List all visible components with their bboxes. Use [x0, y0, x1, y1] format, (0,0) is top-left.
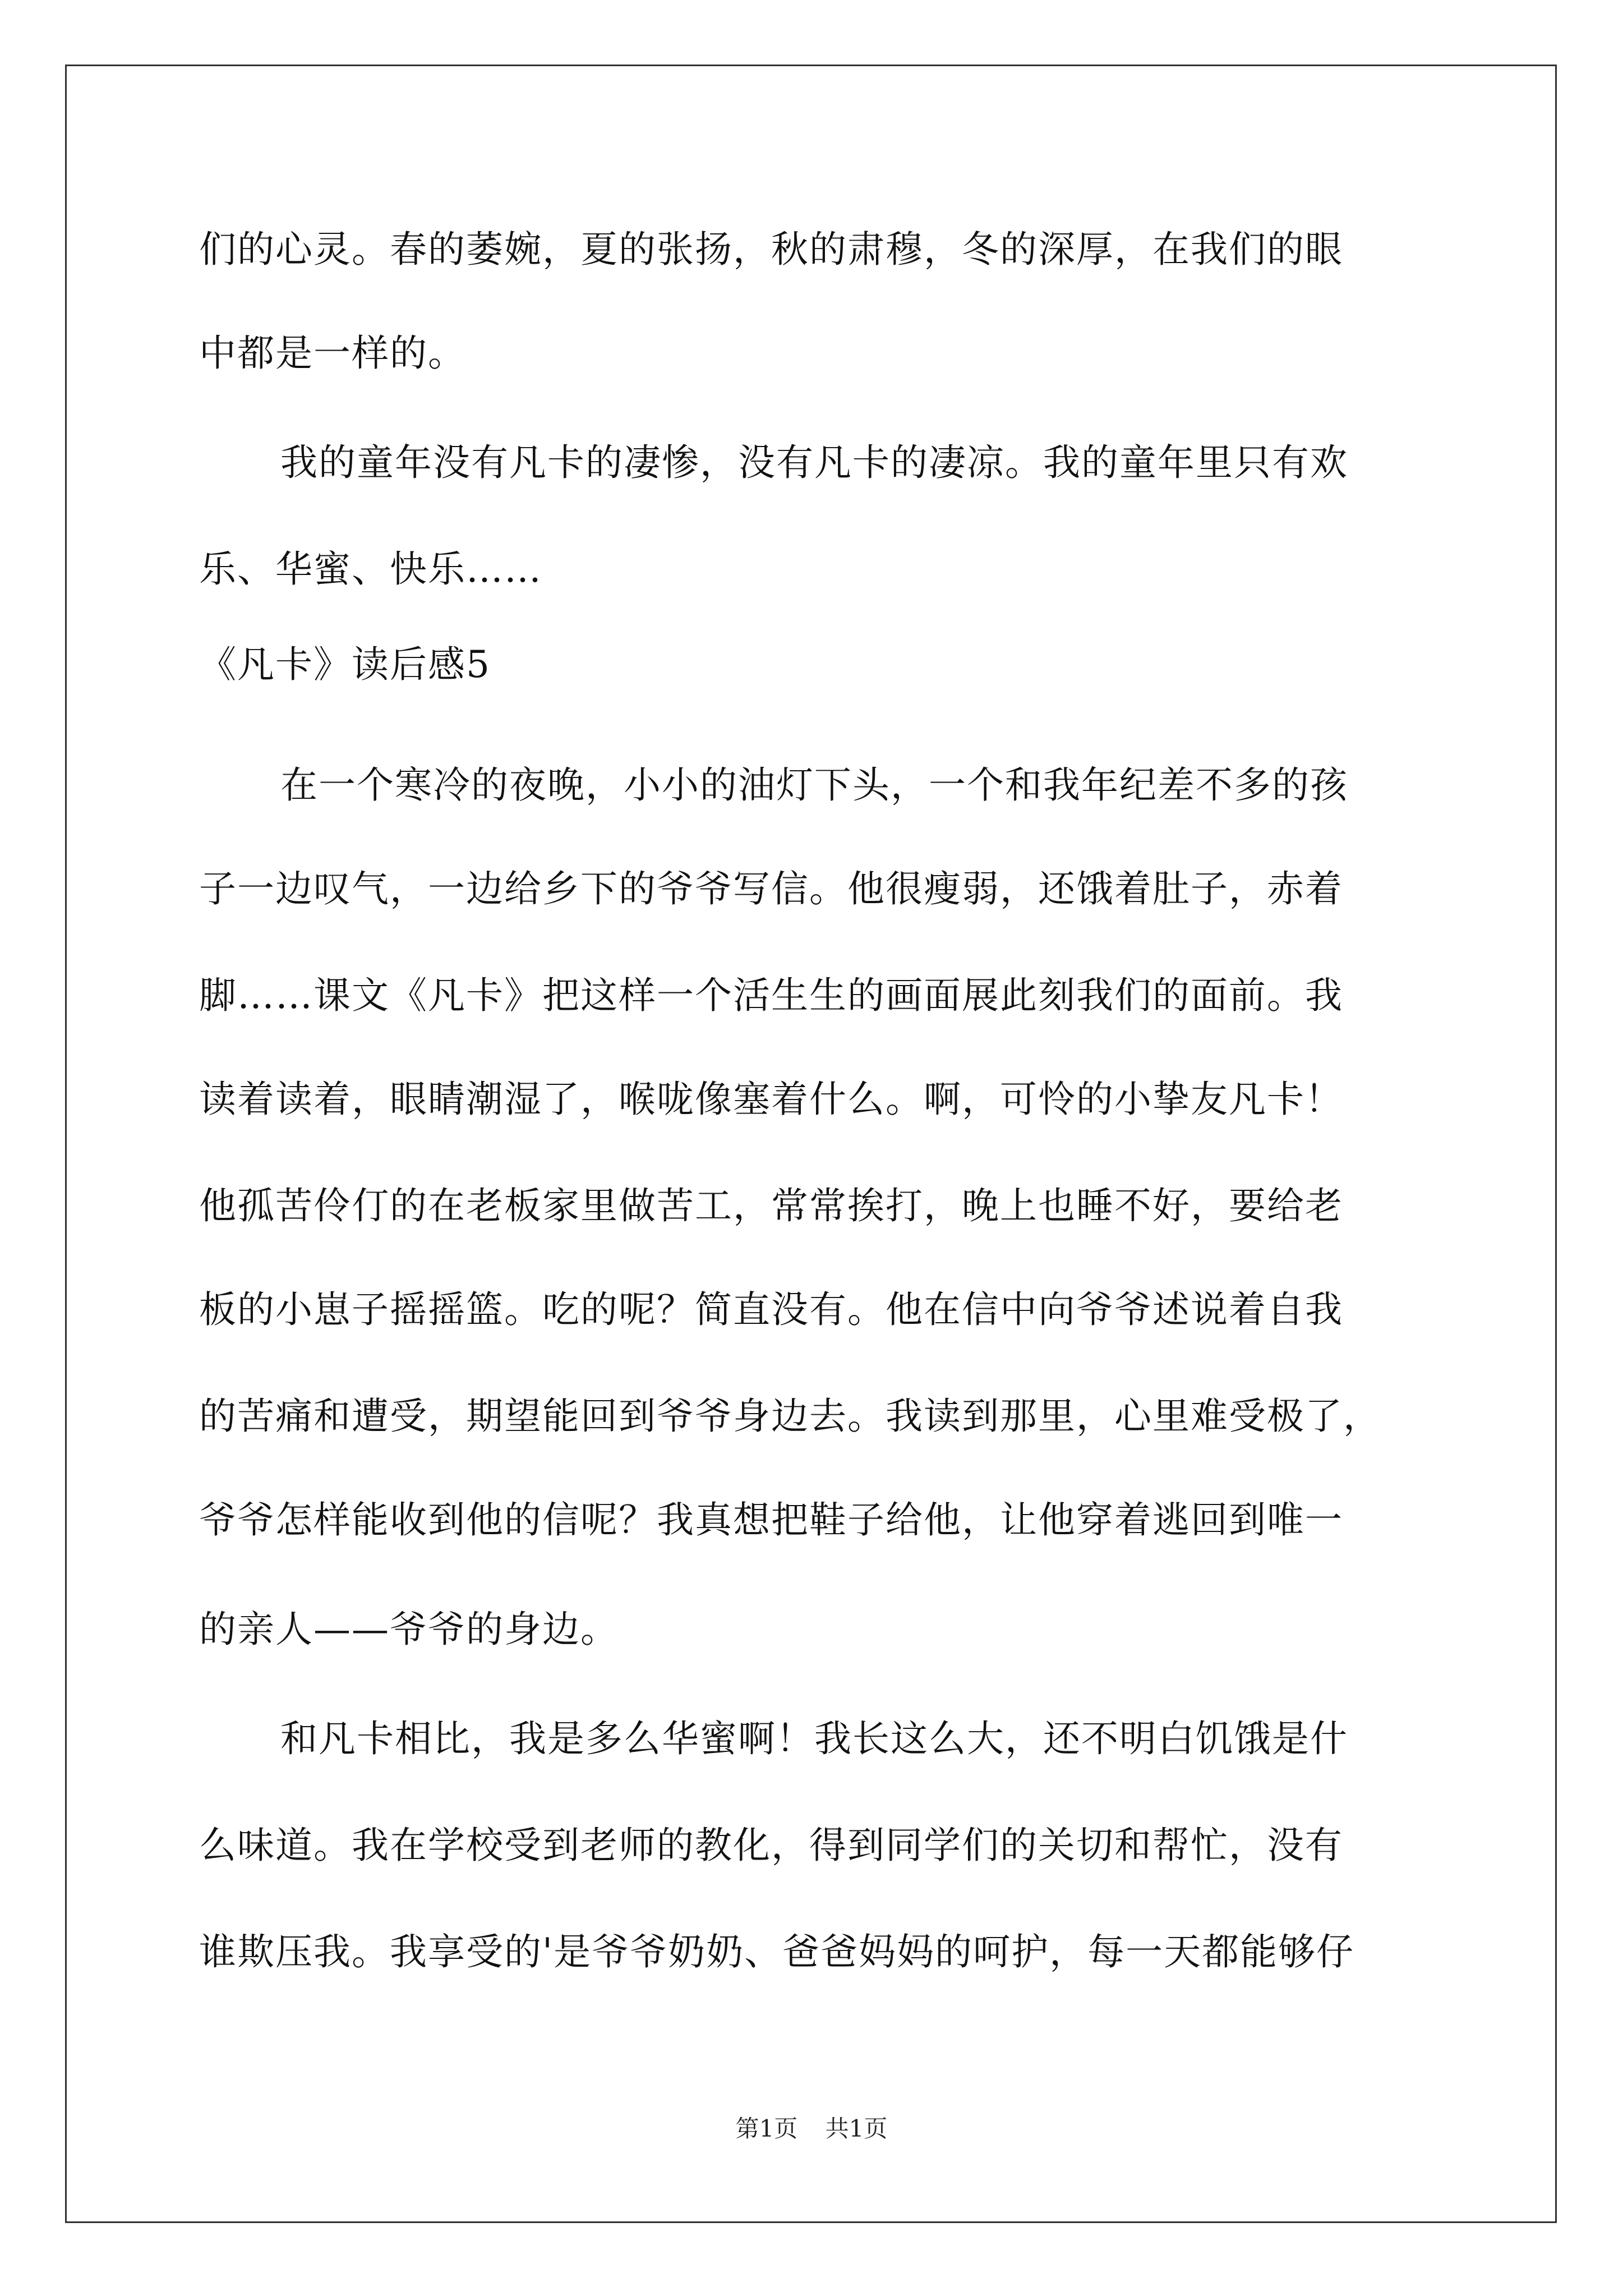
- page-border: [65, 65, 1557, 2223]
- paragraph-line: 的苦痛和遭受，期望能回到爷爷身边去。我读到那里，心里难受极了，: [199, 1395, 1381, 1438]
- paragraph-line: 的亲人——爷爷的身边。: [199, 1608, 619, 1651]
- paragraph-line: 我的童年没有凡卡的凄惨，没有凡卡的凄凉。我的童年里只有欢: [280, 441, 1348, 484]
- paragraph-line: 脚……课文《凡卡》把这样一个活生生的画面展此刻我们的面前。我: [199, 974, 1343, 1017]
- paragraph-line: 读着读着，眼睛潮湿了，喉咙像塞着什么。啊，可怜的小挚友凡卡！: [199, 1078, 1343, 1121]
- page-total: 共1页: [825, 2115, 888, 2142]
- section-heading: 《凡卡》读后感5: [199, 643, 491, 686]
- paragraph-line: 爷爷怎样能收到他的信呢？我真想把鞋子给他，让他穿着逃回到唯一: [199, 1498, 1343, 1542]
- paragraph-line: 子一边叹气，一边给乡下的爷爷写信。他很瘦弱，还饿着肚子，赤着: [199, 867, 1343, 910]
- paragraph-line: 谁欺压我。我享受的'是爷爷奶奶、爸爸妈妈的呵护，每一天都能够仔: [199, 1930, 1355, 1973]
- paragraph-line: 和凡卡相比，我是多么华蜜啊！我长这么大，还不明白饥饿是什: [280, 1717, 1348, 1760]
- page-number: 第1页: [735, 2115, 798, 2142]
- paragraph-line: 中都是一样的。: [199, 332, 466, 375]
- paragraph-line: 乐、华蜜、快乐……: [199, 547, 542, 591]
- paragraph-line: 们的心灵。春的萎婉，夏的张扬，秋的肃穆，冬的深厚，在我们的眼: [199, 228, 1343, 271]
- paragraph-line: 在一个寒冷的夜晚，小小的油灯下头，一个和我年纪差不多的孩: [280, 763, 1348, 807]
- paragraph-line: 板的小崽子摇摇篮。吃的呢？简直没有。他在信中向爷爷述说着自我: [199, 1288, 1343, 1331]
- paragraph-line: 他孤苦伶仃的在老板家里做苦工，常常挨打，晚上也睡不好，要给老: [199, 1184, 1343, 1227]
- paragraph-line: 么味道。我在学校受到老师的教化，得到同学们的关切和帮忙，没有: [199, 1824, 1343, 1867]
- page-footer: [0, 2115, 1623, 2143]
